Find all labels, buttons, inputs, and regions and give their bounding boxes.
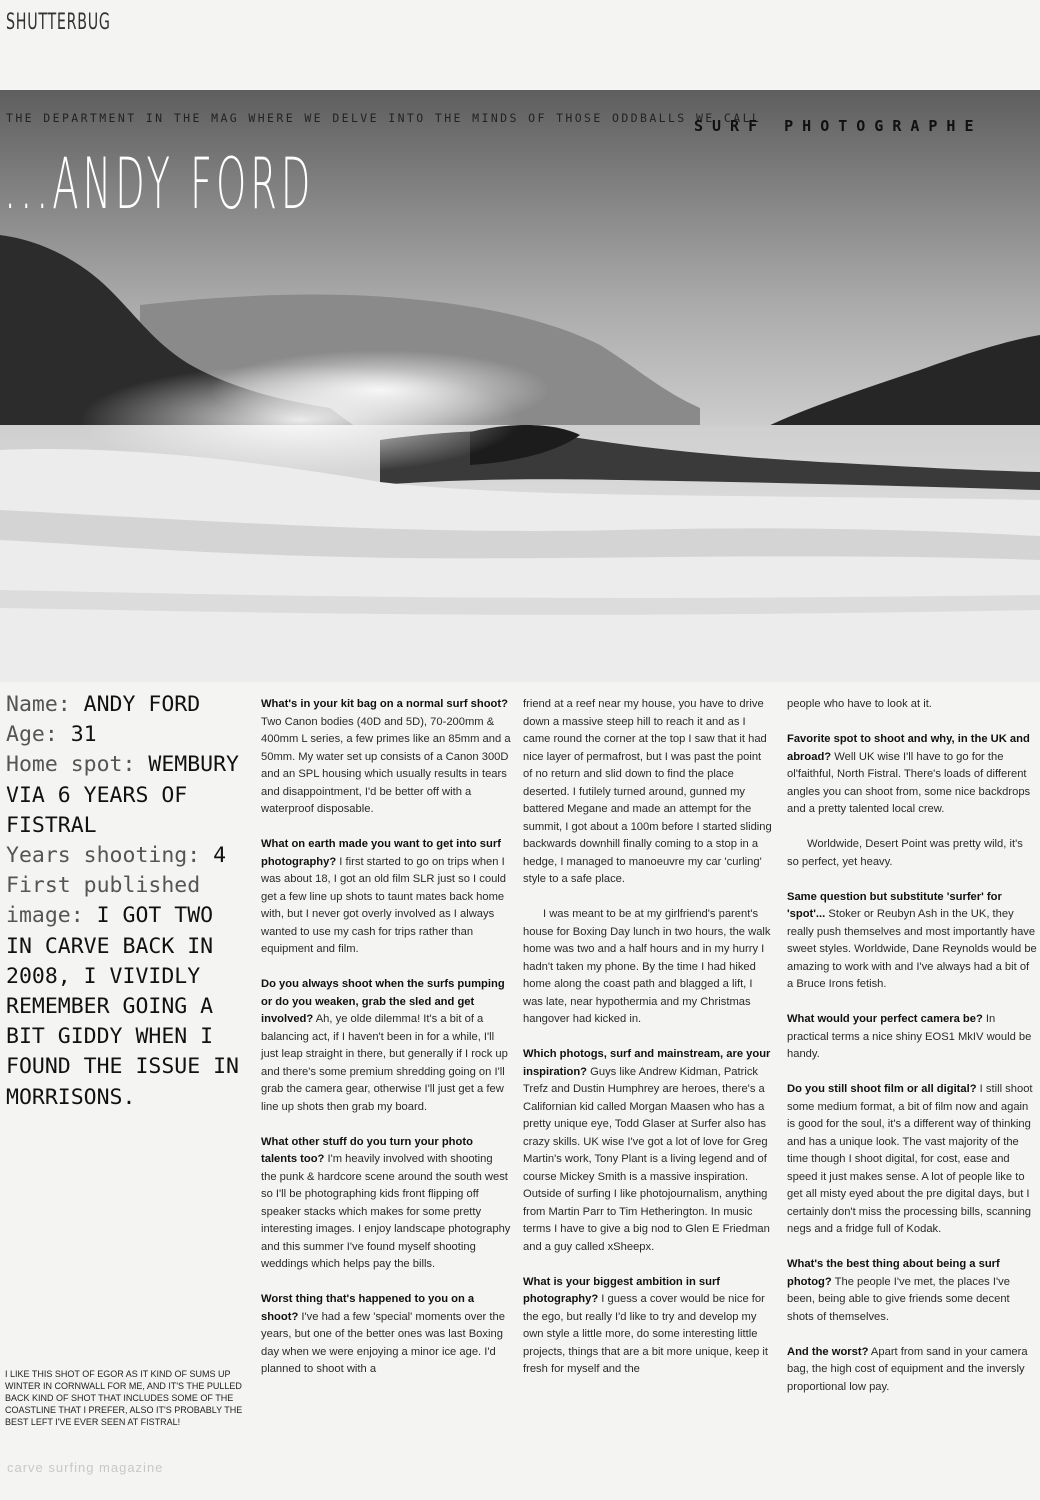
interview-paragraph (787, 731, 1037, 819)
interview-question: Do you always shoot when the surfs pumping or do you weaken, grab the sled and get involved? (261, 978, 505, 1025)
interview-question: What is your biggest ambition in surf photography? (523, 1275, 721, 1305)
interview-paragraph (787, 1344, 1037, 1397)
interview-answer: In practical terms a nice shiny EOS1 MkIV would be handy. (787, 1013, 1032, 1060)
interview-question: What's the best thing about being a surf photog? (787, 1258, 1000, 1288)
interview-answer: I'm heavily involved with shooting the punk & hardcore scene around the south west so I'll be photographing kids front flipping off speaker stacks which makes for some pretty interesting images. I enjoy landscape photography and this summer I've found myself shooting weddings which helps pay the bills. (261, 1153, 511, 1270)
magazine-footer: carve surfing magazine (7, 1460, 164, 1475)
department-tagline: THE DEPARTMENT IN THE MAG WHERE WE DELVE INTO THE MINDS OF THOSE ODDBALLS WE CALL (6, 111, 762, 125)
interview-paragraph (787, 1081, 1037, 1239)
profile-home-spot: Home spot: WEMBURY VIA 6 YEARS OF FISTRAL (6, 752, 239, 838)
interview-answer: I've had a few 'special' moments over the years, but one of the better ones was last Boxing day when we were enjoying a minor ice age. I'd planned to shoot with a (261, 1310, 505, 1375)
interview-question: Do you still shoot film or all digital? (787, 1083, 977, 1095)
section-title: SHUTTERBUG (6, 10, 111, 35)
interview-paragraph (523, 696, 773, 889)
photo-caption: I LIKE THIS SHOT OF EGOR AS IT KIND OF SUMS UP WINTER IN CORNWALL FOR ME, AND IT'S THE PULLED BACK KIND OF SHOT THAT INCLUDES SOME OF THE COASTLINE THAT I PREFER, ALSO IT'S PROBABLY THE BEST LEFT I'VE EVER SEEN AT FISTRAL! (5, 1369, 243, 1427)
interview-answer: Ah, ye olde dilemma! It's a bit of a balancing act, if I haven't been in for a while, I'll just leap straight in there, but generally if I rock up and there's some premium shredding going on I'll grab the camera gear, otherwise I'll just get a few line up shots then grab my board. (261, 1013, 508, 1113)
interview-paragraph (523, 906, 773, 1029)
interview-question: Favorite spot to shoot and why, in the UK and abroad? (787, 733, 1030, 763)
interview-paragraph (261, 976, 511, 1116)
interview-paragraph (261, 836, 511, 959)
interview-paragraph (523, 1046, 773, 1256)
interview-paragraph (787, 1011, 1037, 1064)
interview-question: And the worst? (787, 1345, 869, 1358)
interview-answer: friend at a reef near my house, you have to drive down a massive steep hill to reach it and as I came round the corner at the top I saw that it had nice layer of permafrost, but I was past the point of no return and slid down to find the place deserted. I futilely turned around, gunned my battered Megane and made an attempt for the summit, I got about a 100m before I started sliding backwards downhill finally coming to a stop in a hedge, I managed to manoeuvre my car 'curling' style to a safe place. (523, 698, 772, 885)
interview-answer: Guys like Andrew Kidman, Patrick Trefz and Dustin Humphrey are heroes, there's a Californian kid called Morgan Maasen who has a pretty unique eye, Todd Glaser at Surfer also has crazy skills. UK wise I've got a lot of love for Greg Martin's work, Tony Plant is a living legend and of course Mickey Smith is a massive inspiration. Outside of surfing I like photojournalism, anything from Martin Parr to Tim Hetherington. In music terms I have to give a big nod to Glen E Friedman and a guy called xSheepx. (523, 1065, 770, 1253)
interview-paragraph (787, 889, 1037, 994)
interview-answer: Stoker or Reubyn Ash in the UK, they really push themselves and most importantly have sweet styles. Worldwide, Dane Reynolds would be amazing to work with and I've always had a bit of a Bruce Irons fetish. (787, 908, 1037, 990)
interview-question: What's in your kit bag on a normal surf shoot? (261, 698, 508, 710)
interview-question: What would your perfect camera be? (787, 1013, 983, 1025)
interview-answer: Two Canon bodies (40D and 5D), 70-200mm & 400mm L series, a few primes like an 85mm and a 50mm. My water set up consists of a Canon 300D and an SPL housing which usually results in tears and disappointment, I'd be better off with a waterproof disposable. (261, 715, 511, 815)
interview-column-2 (523, 696, 773, 1396)
interview-paragraph (261, 1134, 511, 1274)
interview-paragraph (261, 1291, 511, 1379)
interview-answer: Well UK wise I'll have to go for the ol'faithful, North Fistral. There's loads of different angles you can shoot from, some nice backdrops and a pretty talented local crew. (787, 750, 1031, 815)
interview-answer: I first started to go on trips when I was about 18, I got an old film SLR just so I could get a few line up shots to taunt mates back home with, but I never got overly involved as I always wanted to use my cash for trips rather than equipment and film. (261, 855, 507, 955)
interview-answer: I still shoot some medium format, a bit of film now and again is good for the soul, it's a different way of thinking and has a unique look. The vast majority of the time though I shoot digital, for cost, ease and speed it just makes sense. A lot of people like to get all misty eyed about the pre digital days, but I certainly don't miss the processing bills, scanning negs and a fridge full of Kodak. (787, 1083, 1033, 1235)
interview-paragraph (523, 1274, 773, 1379)
interview-answer: I guess a cover would be nice for the ego, but really I'd like to try and develop my own style a little more, do some interesting little projects, things that are a bit more unique, keep it fresh for myself and the (523, 1293, 769, 1375)
interview-question: What on earth made you want to get into surf photography? (261, 838, 501, 868)
interview-paragraph (787, 696, 1037, 714)
interview-question: Which photogs, surf and mainstream, are your inspiration? (523, 1048, 771, 1078)
interview-answer: The people I've met, the places I've been, being able to give friends some decent shots of themselves. (787, 1275, 1010, 1323)
department-tagline-emphasis: SURF PHOTOGRAPHE (694, 117, 983, 135)
interview-column-3 (787, 696, 1037, 1414)
interview-answer: people who have to look at it. (787, 698, 932, 710)
interview-answer: I was meant to be at my girlfriend's parent's house for Boxing Day lunch in two hours, the walk home was two and a half hours and in my hurry I hadn't taken my phone. By the time I had hiked home along the coast path and blagged a lift, I was late, near hypothermia and my Christmas hangover had kicked in. (523, 908, 771, 1025)
profile-name: Name: ANDY FORD (6, 692, 201, 717)
profile-age: Age: 31 (6, 722, 97, 748)
interview-question: Same question but substitute 'surfer' for 'spot'... (787, 890, 1002, 920)
interview-question: Worst thing that's happened to you on a shoot? (261, 1293, 475, 1323)
interview-question: What other stuff do you turn your photo talents too? (261, 1135, 473, 1165)
interview-paragraph (787, 836, 1037, 871)
interview-paragraph (787, 1256, 1037, 1326)
profile-first-published: First published image: I GOT TWO IN CARVE BACK IN 2008, I VIVIDLY REMEMBER GOING A BIT GIDDY WHEN I FOUND THE ISSUE IN MORRISONS. (6, 873, 239, 1110)
interview-paragraph (261, 696, 511, 819)
profile-years-shooting: Years shooting: 4 (6, 843, 227, 869)
interview-answer: Worldwide, Desert Point was pretty wild, it's so perfect, yet heavy. (787, 838, 1023, 868)
subject-title: ...ANDY FORD (4, 143, 315, 225)
profile-box (6, 690, 246, 1113)
interview-column-1 (261, 696, 511, 1396)
interview-answer: Apart from sand in your camera bag, the high cost of equipment and the inversly proportional low pay. (787, 1345, 1028, 1393)
